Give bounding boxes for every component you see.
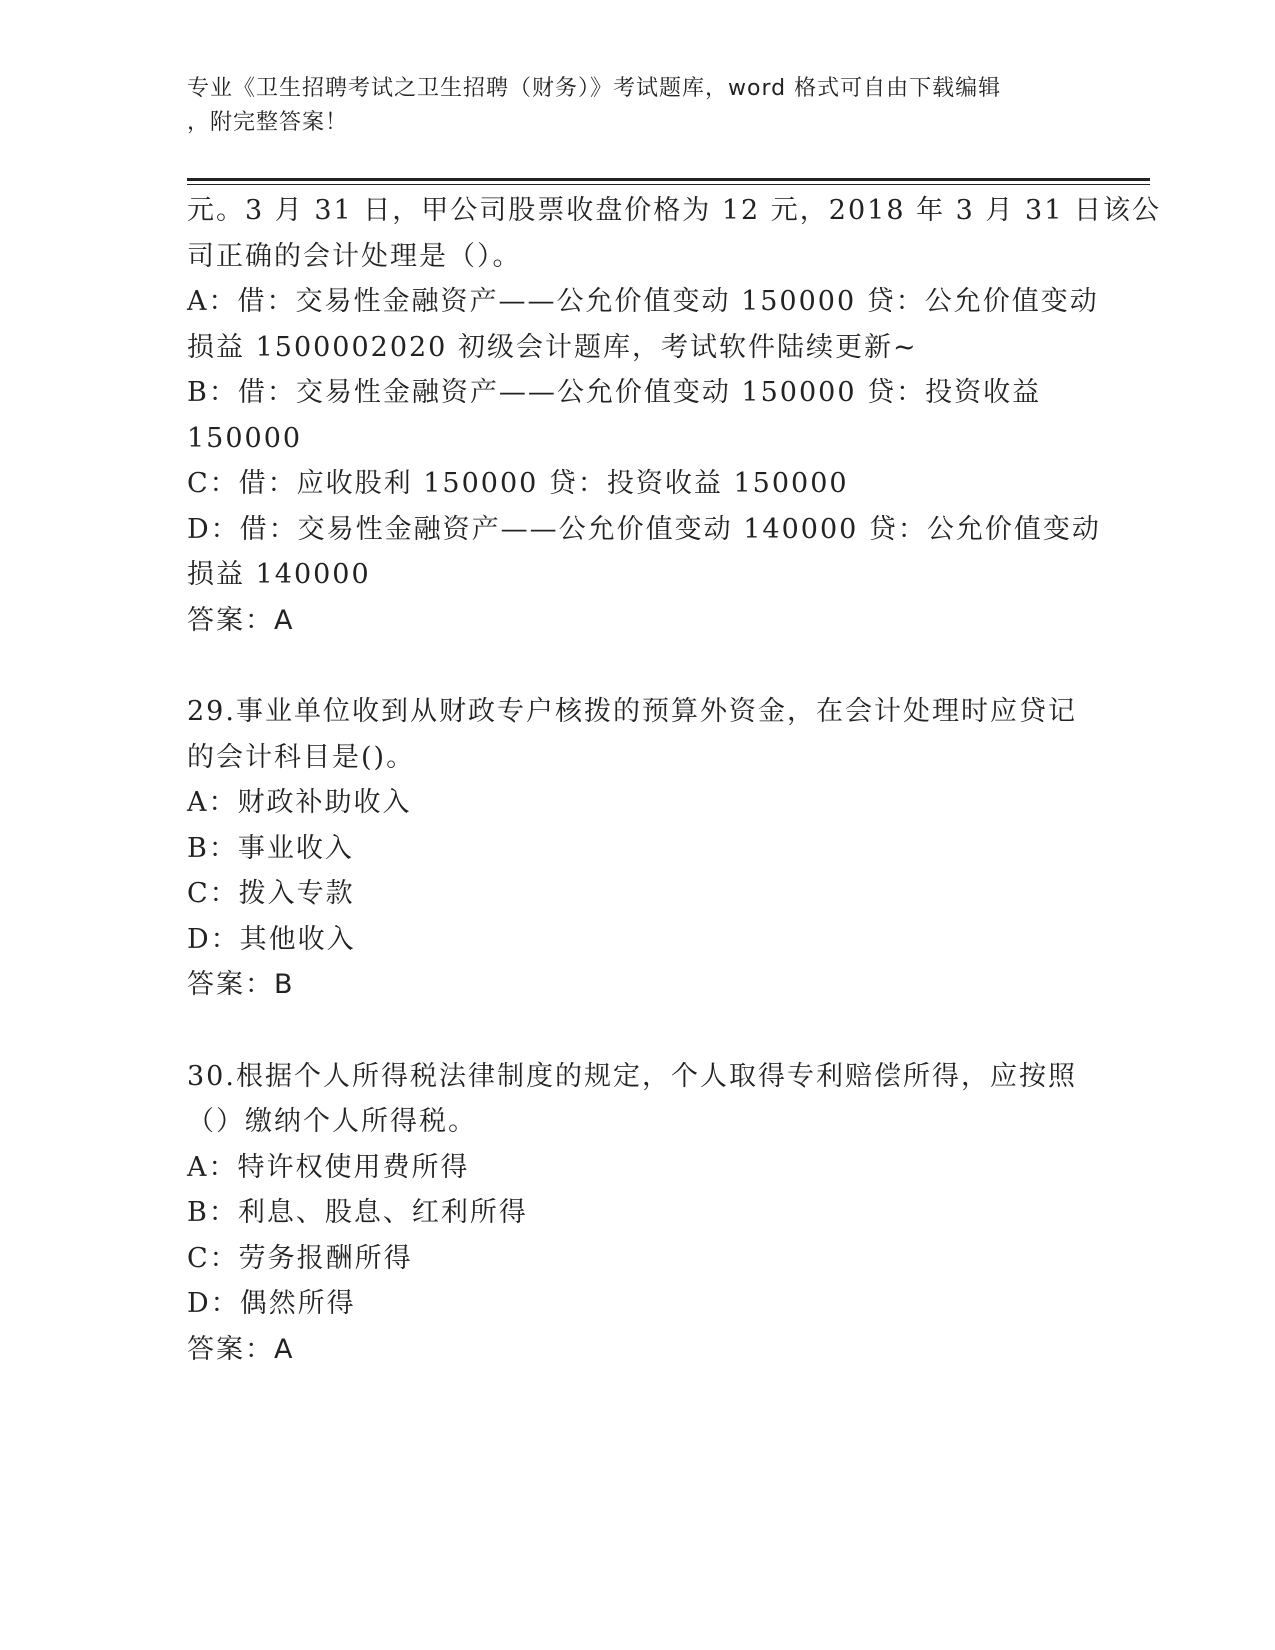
option-b: B：利息、股息、红利所得 bbox=[187, 1197, 528, 1228]
question-30 bbox=[187, 1054, 1087, 1373]
header-divider-thin bbox=[187, 184, 1150, 185]
option-b: B：事业收入 bbox=[187, 832, 354, 864]
option-c: C：劳务报酬所得 bbox=[187, 1242, 413, 1274]
answer: 答案：A bbox=[187, 1333, 295, 1365]
header-line-2: ，附完整答案！ bbox=[187, 110, 349, 135]
option-c: C：借：应收股利 150000 贷：投资收益 150000 bbox=[187, 468, 849, 499]
document-body bbox=[187, 188, 1161, 1372]
question-stem: 的会计科目是()。 bbox=[187, 741, 416, 773]
question-stem: 司正确的会计处理是（）。 bbox=[187, 240, 522, 272]
option-d-cont: 损益 140000 bbox=[187, 559, 371, 590]
option-b-cont: 150000 bbox=[187, 422, 303, 454]
answer: 答案：B bbox=[187, 969, 295, 1000]
option-a: A：借：交易性金融资产——公允价值变动 150000 贷：公允价值变动 bbox=[187, 286, 1099, 317]
question-stem: 29.事业单位收到从财政专户核拨的预算外资金，在会计处理时应贷记 bbox=[187, 696, 1077, 727]
option-d: D：其他收入 bbox=[187, 923, 356, 955]
option-a: A：特许权使用费所得 bbox=[187, 1151, 470, 1183]
question-stem: 元。3 月 31 日，甲公司股票收盘价格为 12 元，2018 年 3 月 31 日该公 bbox=[187, 195, 1161, 226]
question-stem: （）缴纳个人所得税。 bbox=[187, 1106, 477, 1137]
option-d: D：偶然所得 bbox=[187, 1288, 356, 1319]
option-b: B：借：交易性金融资产——公允价值变动 150000 贷：投资收益 bbox=[187, 377, 1042, 408]
option-d: D：借：交易性金融资产——公允价值变动 140000 贷：公允价值变动 bbox=[187, 513, 1101, 545]
option-a-cont: 损益 1500002020 初级会计题库，考试软件陆续更新~ bbox=[187, 331, 918, 363]
question-28 bbox=[187, 188, 1161, 643]
question-stem: 30.根据个人所得税法律制度的规定，个人取得专利赔偿所得，应按照 bbox=[187, 1060, 1077, 1092]
header-line-1: 专业《卫生招聘考试之卫生招聘（财务）》考试题库，word 格式可自由下载编辑 bbox=[187, 76, 1002, 101]
page-header bbox=[187, 72, 1087, 140]
option-c: C：拨入专款 bbox=[187, 878, 355, 909]
question-29 bbox=[187, 689, 1087, 1008]
answer: 答案：A bbox=[187, 604, 295, 636]
option-a: A：财政补助收入 bbox=[187, 787, 412, 818]
header-divider bbox=[187, 178, 1150, 181]
